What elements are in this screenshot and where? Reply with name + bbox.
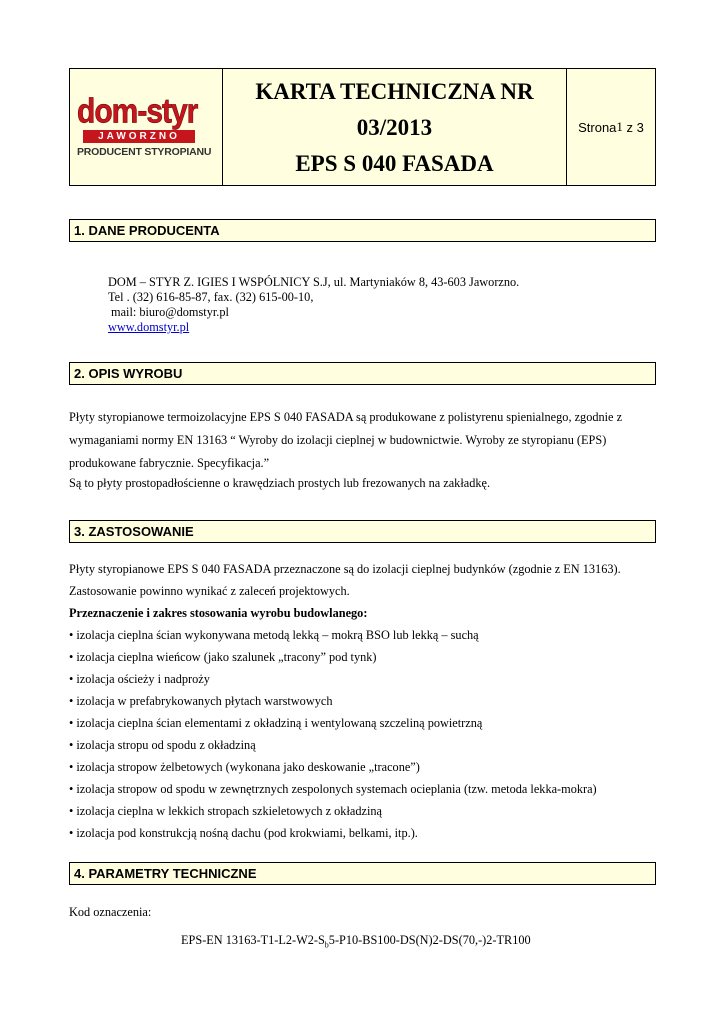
- title-line-2: 03/2013: [356, 114, 433, 140]
- description-line-1: Płyty styropianowe termoizolacyjne EPS S 040 FASADA są produkowane z polistyrenu spienialnego, zgodnie z: [69, 410, 623, 424]
- application-intro-2: Zastosowanie powinno wynikać z zaleceń projektowych.: [69, 584, 350, 598]
- title-line-3: EPS S 040 FASADA: [295, 150, 494, 176]
- application-item: • izolacja pod konstrukcją nośną dachu (pod krokwiami, belkami, itp.).: [69, 826, 418, 840]
- page-prefix: Strona: [578, 119, 617, 135]
- description-line-4: Są to płyty prostopadłościenne o krawędziach prostych lub frezowanych na zakładkę.: [69, 476, 491, 490]
- producer-website-link[interactable]: www.domstyr.pl: [108, 320, 190, 334]
- application-item: • izolacja stropu od spodu z okładziną: [69, 738, 256, 752]
- designation-code: [181, 933, 531, 949]
- logo-tagline: PRODUCENT STYROPIANU: [77, 145, 212, 158]
- page-current: 1: [616, 119, 623, 134]
- code-part-2: 5-P10-BS100-DS(N)2-DS(70,-)2-TR100: [328, 933, 531, 947]
- title-line-1: KARTA TECHNICZNA NR: [255, 78, 534, 104]
- application-item: • izolacja stropow od spodu w zewnętrznych zespolonych systemach ocieplania (tzw. metoda lekka-mokra): [69, 782, 597, 796]
- document-title: [223, 69, 567, 185]
- section-heading-application: 3. ZASTOSOWANIE: [69, 520, 656, 543]
- application-item: • izolacja ościeży i nadproży: [69, 672, 210, 686]
- application-item: • izolacja cieplna w lekkich stropach szkieletowych z okładziną: [69, 804, 382, 818]
- application-item: • izolacja cieplna ścian elementami z okładziną i wentylowaną szczeliną powietrzną: [69, 716, 483, 730]
- code-part-1: EPS-EN 13163-T1-L2-W2-S: [181, 933, 325, 947]
- code-subscript: b: [324, 940, 329, 950]
- section-heading-description: 2. OPIS WYROBU: [69, 362, 656, 385]
- application-item: • izolacja w prefabrykowanych płytach warstwowych: [69, 694, 333, 708]
- application-intro-1: Płyty styropianowe EPS S 040 FASADA przeznaczone są do izolacji cieplnej budynków (zgodnie z EN 13163).: [69, 562, 621, 576]
- producer-email: mail: biuro@domstyr.pl: [111, 305, 229, 319]
- application-item: • izolacja stropow żelbetowych (wykonana jako deskowanie „tracone”): [69, 760, 420, 774]
- page-indicator: [567, 69, 655, 185]
- description-line-3: produkowane fabrycznie. Specyfikacja.”: [69, 456, 270, 470]
- logo-wordmark: dom-styr: [77, 91, 198, 130]
- application-subheading: Przeznaczenie i zakres stosowania wyrobu budowlanego:: [69, 606, 368, 620]
- section-heading-parameters: 4. PARAMETRY TECHNICZNE: [69, 862, 656, 885]
- code-label: Kod oznaczenia:: [69, 905, 152, 919]
- logo-cell: [70, 69, 223, 185]
- document-header: [69, 68, 656, 186]
- application-item: • izolacja cieplna ścian wykonywana metodą lekką – mokrą BSO lub lekką – suchą: [69, 628, 479, 642]
- page-middle: z: [622, 119, 637, 135]
- section-heading-producer: 1. DANE PRODUCENTA: [69, 219, 656, 242]
- description-line-2: wymaganiami normy EN 13163 “ Wyroby do izolacji cieplnej w budownictwie. Wyroby ze styropianu (EPS): [69, 433, 607, 447]
- producer-phone: Tel . (32) 616-85-87, fax. (32) 615-00-10,: [108, 290, 314, 304]
- page-total: 3: [636, 119, 644, 135]
- producer-address: DOM – STYR Z. IGIES I WSPÓLNICY S.J, ul. Martyniaków 8, 43-603 Jaworzno.: [108, 275, 520, 289]
- logo-place: JAWORZNO: [83, 130, 195, 143]
- company-logo: [77, 91, 215, 158]
- application-item: • izolacja cieplna wieńcow (jako szalunek „tracony” pod tynk): [69, 650, 377, 664]
